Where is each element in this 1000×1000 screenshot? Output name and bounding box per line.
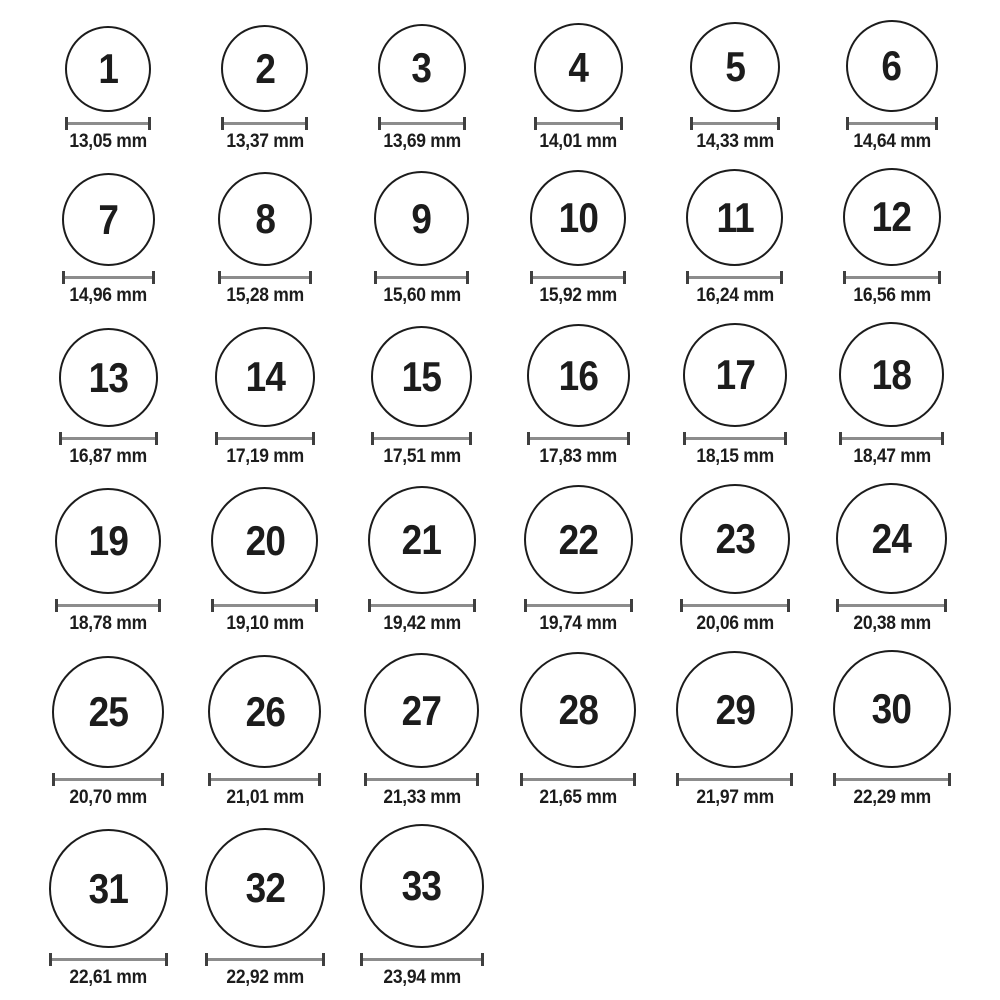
ring-circle	[208, 655, 321, 768]
diameter-dimension-line	[846, 117, 938, 130]
ring-circle	[833, 650, 951, 768]
diameter-dimension-line	[360, 953, 484, 966]
dimension-tick-right	[463, 117, 466, 130]
dimension-tick-right	[784, 432, 787, 445]
dimension-tick-right	[165, 953, 168, 966]
ring-size-cell	[218, 172, 312, 306]
dimension-bar	[530, 437, 627, 440]
ring-size-cell	[680, 484, 790, 634]
diameter-label: 22,92 mm	[226, 967, 304, 988]
dimension-bar	[686, 437, 784, 440]
ring-size-cell	[211, 487, 318, 634]
diameter-label: 18,15 mm	[696, 446, 774, 467]
dimension-bar	[62, 437, 155, 440]
dimension-tick-right	[627, 432, 630, 445]
diameter-dimension-line	[49, 953, 168, 966]
ring-size-cell	[360, 824, 484, 988]
diameter-dimension-line	[530, 271, 626, 284]
dimension-tick-right	[473, 599, 476, 612]
ring-size-cell	[65, 26, 151, 152]
ring-circle	[368, 486, 476, 594]
ring-size-number: 13	[88, 353, 129, 401]
dimension-bar	[367, 778, 476, 781]
ring-size-number: 30	[871, 685, 912, 732]
diameter-label: 15,92 mm	[539, 285, 618, 306]
ring-size-number: 29	[715, 685, 755, 733]
dimension-bar	[377, 276, 466, 279]
ring-size-cell	[374, 171, 469, 306]
ring-circle	[527, 324, 630, 427]
dimension-tick-right	[935, 117, 938, 130]
dimension-bar	[533, 276, 623, 279]
ring-size-number: 14	[245, 353, 285, 400]
ring-size-cell	[364, 653, 479, 808]
diameter-label: 21,97 mm	[696, 787, 774, 808]
ring-size-cell	[534, 23, 623, 152]
ring-circle	[218, 172, 312, 266]
diameter-label: 20,06 mm	[696, 613, 774, 634]
diameter-label: 17,51 mm	[382, 446, 461, 467]
ring-size-cell	[368, 486, 476, 634]
diameter-label: 16,87 mm	[69, 446, 148, 467]
dimension-tick-right	[469, 432, 472, 445]
ring-circle	[846, 20, 938, 112]
ring-size-number: 32	[245, 864, 285, 911]
ring-size-number: 5	[725, 43, 745, 90]
diameter-dimension-line	[833, 773, 951, 786]
diameter-label: 13,69 mm	[382, 131, 461, 152]
ring-circle	[62, 173, 155, 266]
ring-circle	[843, 168, 941, 266]
ring-circle	[686, 169, 783, 266]
ring-size-number: 9	[411, 194, 432, 242]
diameter-dimension-line	[218, 271, 312, 284]
diameter-label: 16,24 mm	[696, 285, 774, 306]
ring-circle	[378, 24, 466, 112]
dimension-bar	[58, 604, 158, 607]
dimension-tick-right	[155, 432, 158, 445]
ring-size-number: 16	[558, 351, 599, 399]
ring-circle	[534, 23, 623, 112]
diameter-label: 21,33 mm	[382, 787, 461, 808]
diameter-dimension-line	[215, 432, 315, 445]
dimension-bar	[214, 604, 315, 607]
diameter-dimension-line	[205, 953, 325, 966]
dimension-bar	[211, 778, 318, 781]
diameter-dimension-line	[374, 271, 469, 284]
ring-size-number: 20	[245, 516, 285, 564]
ring-size-number: 22	[558, 515, 599, 563]
diameter-dimension-line	[534, 117, 623, 130]
diameter-label: 22,29 mm	[852, 787, 931, 808]
dimension-bar	[68, 122, 148, 125]
dimension-bar	[208, 958, 322, 961]
ring-size-number: 2	[255, 44, 275, 92]
dimension-tick-right	[787, 599, 790, 612]
ring-size-cell	[205, 828, 325, 988]
dimension-bar	[218, 437, 312, 440]
diameter-label: 18,47 mm	[852, 446, 931, 467]
ring-size-cell	[686, 169, 783, 306]
dimension-tick-right	[161, 773, 164, 786]
ring-size-number: 18	[871, 350, 912, 398]
ring-size-number: 26	[245, 687, 285, 735]
diameter-dimension-line	[836, 599, 947, 612]
ring-size-number: 7	[98, 195, 119, 243]
ring-circle	[690, 22, 780, 112]
ring-size-number: 25	[88, 688, 129, 735]
ring-circle	[49, 829, 168, 948]
diameter-label: 21,65 mm	[539, 787, 618, 808]
dimension-bar	[65, 276, 152, 279]
dimension-bar	[363, 958, 481, 961]
ring-size-cell	[378, 24, 466, 152]
ring-size-cell	[371, 326, 472, 467]
dimension-bar	[527, 604, 630, 607]
dimension-tick-right	[476, 773, 479, 786]
dimension-bar	[689, 276, 780, 279]
diameter-label: 17,83 mm	[539, 446, 618, 467]
dimension-tick-right	[312, 432, 315, 445]
ring-size-chart	[30, 20, 970, 988]
diameter-dimension-line	[520, 773, 636, 786]
diameter-dimension-line	[676, 773, 793, 786]
dimension-bar	[221, 276, 309, 279]
ring-circle	[374, 171, 469, 266]
dimension-tick-right	[780, 271, 783, 284]
dimension-bar	[842, 437, 941, 440]
ring-circle	[839, 322, 944, 427]
ring-size-number: 15	[401, 352, 442, 400]
diameter-label: 23,94 mm	[382, 967, 461, 988]
ring-size-cell	[833, 650, 951, 808]
ring-size-cell	[690, 22, 780, 152]
diameter-label: 14,96 mm	[69, 285, 148, 306]
dimension-bar	[55, 778, 161, 781]
ring-circle	[676, 651, 793, 768]
dimension-tick-right	[777, 117, 780, 130]
diameter-label: 19,10 mm	[226, 613, 304, 634]
ring-circle	[524, 485, 633, 594]
dimension-tick-right	[633, 773, 636, 786]
dimension-tick-right	[948, 773, 951, 786]
diameter-dimension-line	[59, 432, 158, 445]
diameter-label: 15,60 mm	[382, 285, 461, 306]
ring-size-number: 4	[568, 43, 589, 91]
diameter-label: 14,33 mm	[696, 131, 774, 152]
ring-circle	[211, 487, 318, 594]
ring-size-cell	[676, 651, 793, 808]
dimension-tick-right	[309, 271, 312, 284]
ring-size-cell	[221, 25, 308, 152]
dimension-bar	[371, 604, 473, 607]
ring-circle	[364, 653, 479, 768]
ring-circle	[360, 824, 484, 948]
ring-size-number: 1	[98, 45, 119, 92]
dimension-tick-right	[152, 271, 155, 284]
ring-size-cell	[59, 328, 158, 467]
dimension-tick-right	[322, 953, 325, 966]
diameter-label: 17,19 mm	[226, 446, 304, 467]
diameter-dimension-line	[55, 599, 161, 612]
diameter-dimension-line	[371, 432, 472, 445]
diameter-dimension-line	[686, 271, 783, 284]
ring-size-cell	[62, 173, 155, 306]
dimension-bar	[839, 604, 944, 607]
diameter-label: 21,01 mm	[226, 787, 304, 808]
diameter-label: 19,42 mm	[382, 613, 461, 634]
dimension-tick-right	[944, 599, 947, 612]
ring-size-cell	[836, 483, 947, 634]
ring-size-cell	[527, 324, 630, 467]
ring-size-number: 11	[716, 193, 754, 241]
diameter-dimension-line	[364, 773, 479, 786]
ring-circle	[221, 25, 308, 112]
diameter-label: 13,05 mm	[69, 131, 148, 152]
ring-size-number: 8	[255, 195, 275, 242]
ring-size-cell	[52, 656, 164, 808]
diameter-label: 18,78 mm	[69, 613, 148, 634]
ring-size-cell	[846, 20, 938, 152]
ring-size-cell	[839, 322, 944, 467]
ring-size-cell	[524, 485, 633, 634]
diameter-dimension-line	[683, 432, 787, 445]
ring-size-number: 12	[871, 193, 912, 240]
dimension-tick-right	[938, 271, 941, 284]
dimension-tick-right	[630, 599, 633, 612]
diameter-label: 16,56 mm	[852, 285, 931, 306]
ring-size-cell	[520, 652, 636, 808]
diameter-dimension-line	[221, 117, 308, 130]
dimension-bar	[836, 778, 948, 781]
ring-size-number: 19	[88, 517, 129, 564]
diameter-label: 14,01 mm	[539, 131, 618, 152]
ring-size-number: 33	[401, 862, 442, 909]
dimension-bar	[693, 122, 777, 125]
dimension-bar	[537, 122, 620, 125]
ring-size-number: 10	[558, 194, 599, 241]
diameter-dimension-line	[839, 432, 944, 445]
dimension-tick-right	[318, 773, 321, 786]
ring-circle	[836, 483, 947, 594]
dimension-tick-right	[315, 599, 318, 612]
ring-circle	[59, 328, 158, 427]
diameter-dimension-line	[680, 599, 790, 612]
ring-size-number: 31	[88, 864, 129, 912]
dimension-tick-right	[305, 117, 308, 130]
diameter-label: 14,64 mm	[852, 131, 931, 152]
diameter-dimension-line	[524, 599, 633, 612]
dimension-bar	[224, 122, 305, 125]
ring-circle	[205, 828, 325, 948]
diameter-dimension-line	[378, 117, 466, 130]
dimension-bar	[849, 122, 935, 125]
ring-size-number: 24	[871, 514, 912, 562]
ring-circle	[55, 488, 161, 594]
dimension-bar	[52, 958, 165, 961]
diameter-label: 22,61 mm	[69, 967, 148, 988]
ring-circle	[530, 170, 626, 266]
ring-size-number: 21	[401, 516, 442, 563]
ring-circle	[371, 326, 472, 427]
diameter-dimension-line	[368, 599, 476, 612]
diameter-label: 13,37 mm	[226, 131, 304, 152]
dimension-bar	[523, 778, 633, 781]
diameter-dimension-line	[65, 117, 151, 130]
diameter-label: 15,28 mm	[226, 285, 304, 306]
ring-circle	[52, 656, 164, 768]
dimension-bar	[846, 276, 938, 279]
ring-size-cell	[843, 168, 941, 306]
dimension-tick-right	[790, 773, 793, 786]
ring-size-cell	[215, 327, 315, 467]
ring-size-number: 23	[715, 515, 755, 562]
ring-circle	[683, 323, 787, 427]
ring-circle	[215, 327, 315, 427]
ring-size-number: 27	[401, 686, 442, 734]
dimension-tick-right	[941, 432, 944, 445]
dimension-tick-right	[158, 599, 161, 612]
diameter-dimension-line	[690, 117, 780, 130]
dimension-tick-right	[148, 117, 151, 130]
diameter-dimension-line	[208, 773, 321, 786]
ring-size-cell	[530, 170, 626, 306]
ring-size-number: 17	[715, 351, 755, 398]
diameter-label: 20,38 mm	[852, 613, 931, 634]
ring-circle	[680, 484, 790, 594]
dimension-tick-right	[466, 271, 469, 284]
ring-circle	[520, 652, 636, 768]
diameter-dimension-line	[527, 432, 630, 445]
ring-size-number: 6	[881, 42, 902, 89]
dimension-bar	[381, 122, 463, 125]
ring-size-cell	[55, 488, 161, 634]
ring-size-number: 3	[411, 44, 432, 91]
dimension-tick-right	[623, 271, 626, 284]
dimension-tick-right	[620, 117, 623, 130]
diameter-dimension-line	[843, 271, 941, 284]
ring-size-cell	[208, 655, 321, 808]
dimension-bar	[683, 604, 787, 607]
ring-circle	[65, 26, 151, 112]
dimension-bar	[374, 437, 469, 440]
diameter-label: 20,70 mm	[69, 787, 148, 808]
ring-size-number: 28	[558, 686, 599, 733]
diameter-label: 19,74 mm	[539, 613, 618, 634]
ring-size-cell	[683, 323, 787, 467]
dimension-tick-right	[481, 953, 484, 966]
diameter-dimension-line	[52, 773, 164, 786]
diameter-dimension-line	[62, 271, 155, 284]
ring-size-cell	[49, 829, 168, 988]
diameter-dimension-line	[211, 599, 318, 612]
dimension-bar	[679, 778, 790, 781]
